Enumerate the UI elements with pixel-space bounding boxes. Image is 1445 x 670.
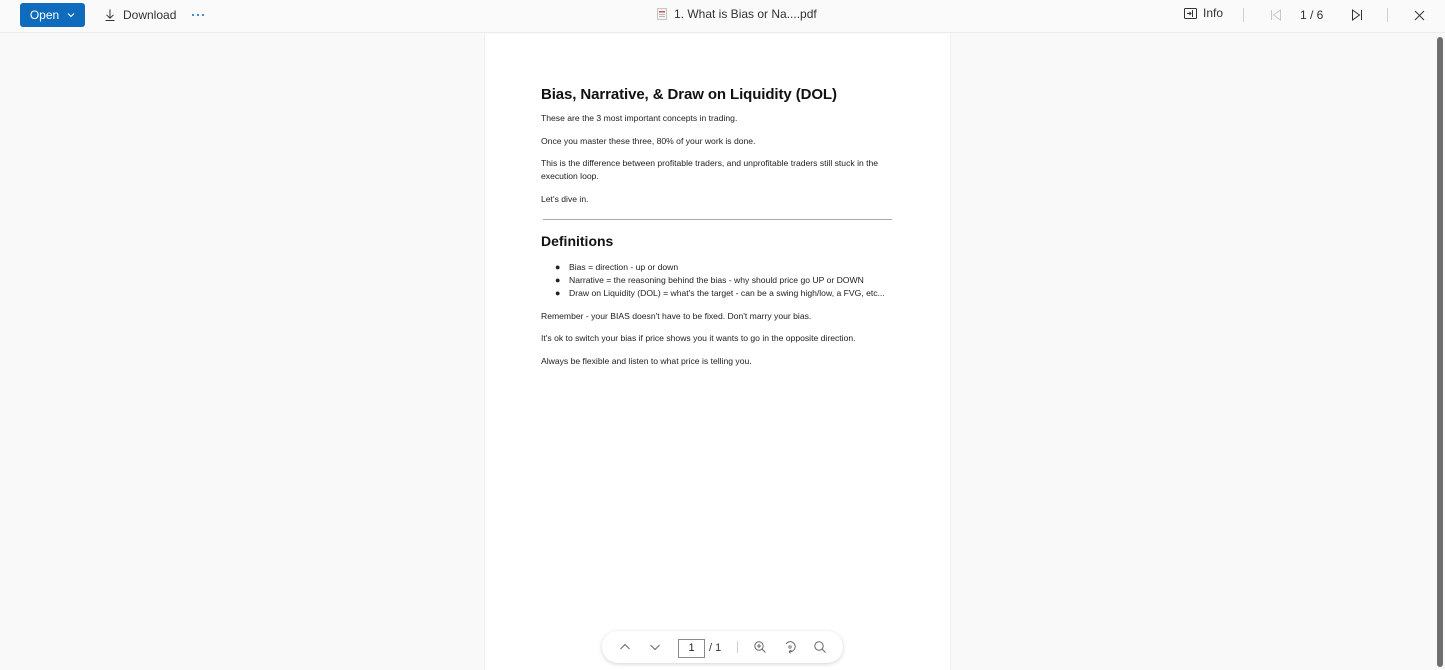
paragraph: These are the 3 most important concepts in trading.: [541, 113, 738, 123]
list-item: ● Narrative = the reasoning behind the bias - why should price go UP or DOWN: [555, 274, 864, 285]
page-number-input[interactable]: 1: [678, 639, 705, 658]
file-title-text: 1. What is Bias or Na....pdf: [674, 7, 817, 21]
paragraph: It's ok to switch your bias if price shows you it wants to go in the opposite direction.: [541, 333, 856, 343]
divider: [737, 641, 738, 653]
chevron-up-icon: [619, 643, 631, 651]
open-button-label: Open: [29, 8, 60, 22]
paragraph: Let's dive in.: [541, 193, 589, 204]
page-total: / 1: [709, 642, 722, 654]
open-button[interactable]: [20, 3, 85, 27]
search-button[interactable]: [812, 639, 828, 655]
more-options-button[interactable]: [188, 6, 208, 24]
bullet-icon: ●: [555, 261, 561, 272]
paragraph: Always be flexible and listen to what price is telling you.: [541, 355, 752, 366]
paragraph: This is the difference between profitable traders, and unprofitable traders still stuck in the execution loop.: [541, 158, 879, 181]
file-title: [657, 7, 817, 21]
pdf-page: [484, 34, 951, 670]
more-horizontal-icon: [191, 13, 205, 17]
paragraph: Remember - your BIAS doesn't have to be fixed. Don't marry your bias.: [541, 310, 812, 321]
bullet-icon: ●: [555, 274, 561, 285]
previous-page-button[interactable]: [617, 639, 633, 655]
info-panel-icon: [1184, 8, 1197, 19]
horizontal-rule: [543, 219, 892, 220]
download-button[interactable]: [103, 6, 176, 24]
close-button[interactable]: [1410, 6, 1428, 24]
vertical-scrollbar[interactable]: [1437, 37, 1443, 667]
divider: [1387, 8, 1388, 22]
info-button[interactable]: [1184, 6, 1223, 20]
chevron-down-icon: [649, 643, 661, 651]
skip-first-icon: [1270, 9, 1282, 21]
chevron-down-icon: [67, 11, 75, 19]
list-item: ● Bias = direction - up or down: [555, 261, 679, 272]
divider: [1243, 8, 1244, 22]
section-heading: Definitions: [541, 232, 614, 249]
search-icon: [813, 640, 827, 654]
rotate-button[interactable]: [782, 639, 798, 655]
first-file-button[interactable]: [1267, 6, 1285, 24]
next-page-button[interactable]: [647, 639, 663, 655]
paragraph: Once you master these three, 80% of your work is done.: [541, 135, 756, 146]
zoom-in-button[interactable]: [752, 639, 768, 655]
download-icon: [103, 8, 117, 22]
rotate-icon: [783, 640, 797, 654]
info-label: Info: [1203, 6, 1224, 20]
file-index-indicator: 1 / 6: [1300, 8, 1324, 22]
close-icon: [1414, 10, 1425, 21]
list-item: ● Draw on Liquidity (DOL) = what's the target - can be a swing high/low, a FVG, etc...: [555, 287, 885, 298]
last-file-button[interactable]: [1348, 6, 1366, 24]
document-title: Bias, Narrative, & Draw on Liquidity (DOL): [541, 86, 837, 103]
top-toolbar: [0, 0, 1445, 33]
bullet-icon: ●: [555, 287, 561, 298]
zoom-in-icon: [753, 640, 767, 654]
definitions-list: [555, 261, 901, 300]
download-label: Download: [123, 8, 177, 22]
document-content: [541, 86, 901, 377]
skip-last-icon: [1351, 9, 1363, 21]
pdf-navigation-toolbar: [602, 631, 843, 663]
pdf-file-icon: [657, 8, 667, 20]
